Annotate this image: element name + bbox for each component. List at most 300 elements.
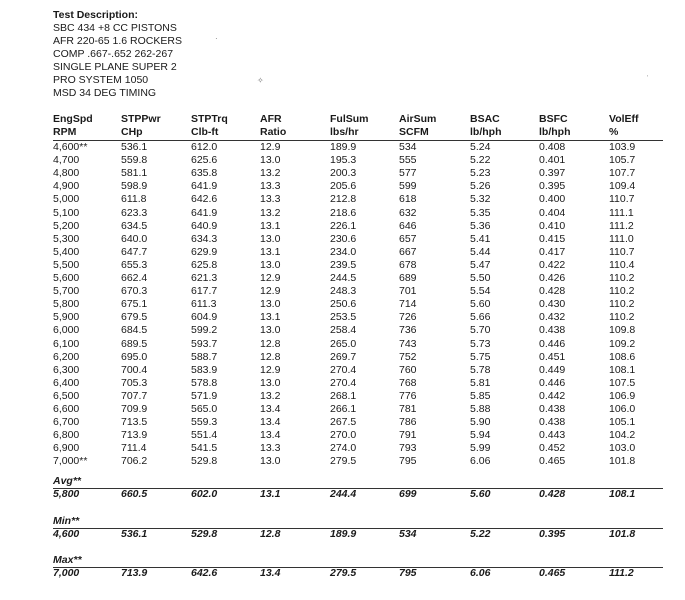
- header-unit: RPM: [53, 126, 77, 138]
- cell-afr: 13.4: [260, 403, 281, 415]
- cell-afr: 13.1: [260, 219, 281, 232]
- cell-rpm: 5,400: [53, 245, 80, 258]
- cell-bsac: 5.35: [470, 206, 491, 219]
- cell-stptrq: 612.0: [191, 141, 218, 153]
- cell-fulsum: 244.5: [330, 272, 357, 284]
- cell-bsac: 5.66: [470, 311, 491, 324]
- cell-voleff: 108.6: [609, 350, 636, 363]
- cell-bsac: 5.41: [470, 232, 491, 245]
- cell-voleff: 110.2: [609, 298, 635, 311]
- table-row: [0, 429, 685, 442]
- cell-fulsum: 189.9: [330, 141, 357, 153]
- table-row: [0, 272, 685, 285]
- header-unit: lb/hph: [539, 126, 571, 138]
- cell-stptrq: 642.6: [191, 193, 218, 206]
- description-line: PRO SYSTEM 1050: [53, 74, 149, 86]
- cell-voleff: 109.4: [609, 180, 636, 193]
- cell-airsum: 786: [399, 416, 417, 429]
- cell-stppwr: 689.5: [121, 337, 148, 350]
- cell-bsfc: 0.442: [539, 389, 566, 402]
- cell-fulsum: 269.7: [330, 350, 357, 363]
- cell-fulsum: 258.4: [330, 324, 357, 337]
- table-row: [0, 220, 685, 233]
- cell-rpm: 6,600: [53, 403, 80, 415]
- cell-voleff: 105.1: [609, 416, 636, 429]
- cell-bsfc: 0.395: [539, 180, 566, 193]
- table-row: [0, 298, 685, 311]
- header-voleff: [609, 113, 639, 139]
- table-row: [0, 180, 685, 193]
- cell-airsum: 699: [399, 488, 417, 500]
- cell-rpm: 6,500: [53, 389, 80, 402]
- cell-airsum: 667: [399, 245, 417, 258]
- cell-bsfc: 0.417: [539, 245, 566, 258]
- header-unit: SCFM: [399, 126, 429, 138]
- cell-bsac: 5.44: [470, 245, 491, 258]
- cell-airsum: 714: [399, 298, 417, 311]
- cell-stppwr: 598.9: [121, 180, 148, 193]
- cell-fulsum: 266.1: [330, 403, 357, 415]
- header-unit: lbs/hr: [330, 126, 359, 138]
- scan-speck: ˈ: [646, 74, 649, 83]
- cell-bsfc: 0.397: [539, 167, 566, 180]
- cell-voleff: 107.5: [609, 376, 636, 389]
- cell-bsac: 5.99: [470, 442, 491, 455]
- cell-voleff: 104.2: [609, 429, 636, 442]
- cell-bsac: 5.24: [470, 141, 491, 153]
- cell-stppwr: 709.9: [121, 403, 148, 415]
- header-unit: CHp: [121, 126, 143, 138]
- cell-voleff: 111.2: [609, 219, 634, 232]
- cell-rpm: 6,700: [53, 416, 80, 429]
- scan-speck: ·: [215, 34, 218, 43]
- cell-airsum: 701: [399, 285, 417, 298]
- cell-stptrq: 642.6: [191, 567, 218, 579]
- table-row: [0, 141, 685, 154]
- cell-afr: 13.1: [260, 245, 281, 258]
- cell-fulsum: 218.6: [330, 206, 357, 219]
- table-row: [0, 364, 685, 377]
- avg-label: Avg**: [53, 475, 82, 487]
- table-row: [0, 442, 685, 455]
- cell-stppwr: 679.5: [121, 311, 148, 324]
- cell-airsum: 599: [399, 180, 417, 193]
- cell-rpm: 4,900: [53, 180, 80, 193]
- cell-rpm: 6,100: [53, 337, 80, 350]
- cell-stppwr: 655.3: [121, 258, 148, 271]
- cell-airsum: 689: [399, 272, 417, 284]
- cell-airsum: 657: [399, 232, 417, 245]
- header-unit: Clb-ft: [191, 126, 219, 138]
- cell-bsfc: 0.428: [539, 488, 566, 500]
- cell-rpm: 6,800: [53, 429, 80, 442]
- cell-stppwr: 670.3: [121, 285, 148, 298]
- summary-row: [0, 567, 685, 580]
- cell-stppwr: 711.4: [121, 442, 147, 455]
- cell-stptrq: 611.3: [191, 298, 217, 311]
- table-row: [0, 351, 685, 364]
- cell-stptrq: 617.7: [191, 285, 218, 298]
- summary-row: [0, 528, 685, 541]
- cell-voleff: 110.7: [609, 193, 635, 206]
- cell-bsac: 5.47: [470, 258, 491, 271]
- header-top: AFR: [260, 113, 282, 125]
- table-row: [0, 207, 685, 220]
- cell-bsfc: 0.408: [539, 141, 566, 153]
- cell-afr: 12.9: [260, 285, 281, 298]
- cell-bsfc: 0.446: [539, 376, 566, 389]
- cell-voleff: 111.0: [609, 232, 634, 245]
- cell-bsac: 6.06: [470, 567, 491, 579]
- cell-stptrq: 621.3: [191, 272, 218, 284]
- cell-stppwr: 705.3: [121, 376, 148, 389]
- cell-stppwr: 675.1: [121, 298, 148, 311]
- cell-stptrq: 559.3: [191, 416, 218, 429]
- cell-fulsum: 205.6: [330, 180, 357, 193]
- cell-afr: 13.3: [260, 442, 281, 455]
- table-row: [0, 455, 685, 468]
- cell-stptrq: 593.7: [191, 337, 218, 350]
- cell-airsum: 632: [399, 206, 417, 219]
- cell-stppwr: 634.5: [121, 219, 148, 232]
- cell-bsfc: 0.465: [539, 455, 566, 468]
- cell-rpm: 6,200: [53, 350, 80, 363]
- cell-airsum: 577: [399, 167, 417, 180]
- cell-rpm: 6,000: [53, 324, 80, 337]
- cell-bsac: 5.22: [470, 154, 491, 167]
- cell-voleff: 107.7: [609, 167, 636, 180]
- cell-bsac: 5.90: [470, 416, 491, 429]
- description-line: COMP .667-.652 262-267: [53, 48, 174, 60]
- cell-voleff: 103.9: [609, 141, 636, 153]
- cell-fulsum: 274.0: [330, 442, 357, 455]
- cell-bsfc: 0.395: [539, 528, 566, 540]
- cell-fulsum: 270.4: [330, 363, 357, 376]
- header-unit: lb/hph: [470, 126, 502, 138]
- cell-fulsum: 270.4: [330, 376, 357, 389]
- cell-bsfc: 0.443: [539, 429, 566, 442]
- cell-bsac: 6.06: [470, 455, 491, 468]
- cell-bsfc: 0.465: [539, 567, 566, 579]
- cell-rpm: 4,600**: [53, 141, 88, 153]
- table-row: [0, 154, 685, 167]
- cell-airsum: 726: [399, 311, 417, 324]
- cell-bsfc: 0.426: [539, 272, 566, 284]
- header-top: AirSum: [399, 113, 437, 125]
- header-bsac: [470, 113, 502, 139]
- description-line: MSD 34 DEG TIMING: [53, 87, 157, 99]
- cell-fulsum: 265.0: [330, 337, 357, 350]
- cell-afr: 13.2: [260, 167, 281, 180]
- cell-airsum: 760: [399, 363, 417, 376]
- cell-rpm: 5,600: [53, 272, 80, 284]
- cell-stptrq: 625.8: [191, 258, 218, 271]
- cell-airsum: 795: [399, 455, 417, 468]
- cell-voleff: 110.2: [609, 311, 635, 324]
- cell-afr: 12.9: [260, 141, 281, 153]
- cell-bsfc: 0.446: [539, 337, 566, 350]
- cell-fulsum: 212.8: [330, 193, 357, 206]
- table-row: [0, 390, 685, 403]
- scan-speck: ✧: [257, 76, 264, 85]
- cell-rpm: 5,100: [53, 206, 80, 219]
- header-top: BSAC: [470, 113, 500, 125]
- description-line: SBC 434 +8 CC PISTONS: [53, 22, 177, 34]
- cell-afr: 13.0: [260, 324, 281, 337]
- cell-fulsum: 244.4: [330, 488, 357, 500]
- header-unit: Ratio: [260, 126, 287, 138]
- cell-stppwr: 611.8: [121, 193, 147, 206]
- cell-airsum: 555: [399, 154, 417, 167]
- cell-afr: 13.1: [260, 311, 281, 324]
- header-unit: %: [609, 126, 619, 138]
- table-row: [0, 311, 685, 324]
- cell-rpm: 5,500: [53, 258, 80, 271]
- cell-bsac: 5.32: [470, 193, 491, 206]
- cell-airsum: 678: [399, 258, 417, 271]
- cell-stptrq: 640.9: [191, 219, 218, 232]
- cell-stppwr: 706.2: [121, 455, 148, 468]
- cell-fulsum: 189.9: [330, 528, 357, 540]
- cell-bsac: 5.50: [470, 272, 491, 284]
- cell-fulsum: 268.1: [330, 389, 357, 402]
- cell-bsfc: 0.451: [539, 350, 566, 363]
- cell-afr: 13.2: [260, 389, 281, 402]
- table-row: [0, 167, 685, 180]
- description-title: Test Description:: [53, 9, 138, 21]
- summary-row: [0, 488, 685, 501]
- table-row: [0, 324, 685, 337]
- cell-rpm: 5,300: [53, 232, 80, 245]
- cell-rpm: 7,000: [53, 567, 80, 579]
- cell-rpm: 5,900: [53, 311, 80, 324]
- description-line: SINGLE PLANE SUPER 2: [53, 61, 177, 73]
- cell-airsum: 618: [399, 193, 417, 206]
- cell-bsfc: 0.438: [539, 403, 566, 415]
- cell-airsum: 795: [399, 567, 417, 579]
- cell-stppwr: 695.0: [121, 350, 148, 363]
- cell-voleff: 108.1: [609, 488, 636, 500]
- cell-stppwr: 647.7: [121, 245, 148, 258]
- cell-voleff: 111.2: [609, 567, 634, 579]
- cell-fulsum: 279.5: [330, 567, 357, 579]
- cell-fulsum: 230.6: [330, 232, 357, 245]
- cell-stppwr: 713.9: [121, 429, 148, 442]
- cell-bsac: 5.54: [470, 285, 491, 298]
- table-row: [0, 285, 685, 298]
- cell-stptrq: 578.8: [191, 376, 218, 389]
- cell-voleff: 111.1: [609, 206, 634, 219]
- cell-voleff: 108.1: [609, 363, 636, 376]
- test-description: [53, 9, 182, 100]
- cell-afr: 13.0: [260, 376, 281, 389]
- cell-afr: 13.3: [260, 180, 281, 193]
- cell-afr: 13.0: [260, 154, 281, 167]
- max-label: Max**: [53, 554, 82, 566]
- cell-fulsum: 239.5: [330, 258, 357, 271]
- header-top: VolEff: [609, 113, 639, 125]
- cell-stppwr: 700.4: [121, 363, 148, 376]
- cell-stptrq: 625.6: [191, 154, 218, 167]
- cell-afr: 13.4: [260, 416, 281, 429]
- cell-stppwr: 536.1: [121, 528, 148, 540]
- cell-afr: 13.0: [260, 455, 281, 468]
- cell-voleff: 101.8: [609, 455, 636, 468]
- cell-afr: 12.8: [260, 337, 281, 350]
- cell-bsac: 5.73: [470, 337, 491, 350]
- cell-fulsum: 253.5: [330, 311, 357, 324]
- cell-stppwr: 662.4: [121, 272, 148, 284]
- header-engspd: [53, 113, 93, 139]
- cell-bsac: 5.36: [470, 219, 491, 232]
- cell-stppwr: 623.3: [121, 206, 148, 219]
- cell-voleff: 109.2: [609, 337, 636, 350]
- cell-stppwr: 713.5: [121, 416, 148, 429]
- cell-airsum: 534: [399, 141, 417, 153]
- cell-rpm: 4,600: [53, 528, 80, 540]
- cell-bsfc: 0.430: [539, 298, 566, 311]
- cell-afr: 12.9: [260, 272, 281, 284]
- table-row: [0, 193, 685, 206]
- cell-stppwr: 684.5: [121, 324, 148, 337]
- table-row: [0, 416, 685, 429]
- cell-stptrq: 541.5: [191, 442, 218, 455]
- cell-bsfc: 0.404: [539, 206, 566, 219]
- cell-stptrq: 583.9: [191, 363, 218, 376]
- cell-stppwr: 640.0: [121, 232, 148, 245]
- cell-voleff: 106.9: [609, 389, 636, 402]
- cell-bsfc: 0.410: [539, 219, 566, 232]
- cell-afr: 12.8: [260, 350, 281, 363]
- table-row: [0, 377, 685, 390]
- cell-rpm: 5,000: [53, 193, 80, 206]
- cell-stptrq: 565.0: [191, 403, 218, 415]
- cell-stptrq: 602.0: [191, 488, 218, 500]
- cell-bsfc: 0.438: [539, 324, 566, 337]
- cell-stptrq: 641.9: [191, 180, 218, 193]
- cell-bsac: 5.78: [470, 363, 491, 376]
- header-afr: [260, 113, 286, 139]
- table-row: [0, 403, 685, 416]
- cell-airsum: 534: [399, 528, 417, 540]
- header-airsum: [399, 113, 436, 139]
- cell-afr: 13.0: [260, 258, 281, 271]
- table-row: [0, 259, 685, 272]
- cell-voleff: 109.8: [609, 324, 636, 337]
- min-label: Min**: [53, 515, 80, 527]
- cell-bsac: 5.75: [470, 350, 491, 363]
- cell-afr: 13.0: [260, 232, 281, 245]
- cell-afr: 12.9: [260, 363, 281, 376]
- cell-stptrq: 599.2: [191, 324, 218, 337]
- cell-bsac: 5.94: [470, 429, 491, 442]
- cell-bsac: 5.70: [470, 324, 491, 337]
- table-row: [0, 246, 685, 259]
- cell-bsfc: 0.438: [539, 416, 566, 429]
- cell-afr: 13.4: [260, 429, 281, 442]
- cell-rpm: 4,700: [53, 154, 80, 167]
- cell-fulsum: 270.0: [330, 429, 357, 442]
- description-line: AFR 220-65 1.6 ROCKERS: [53, 35, 182, 47]
- cell-stptrq: 588.7: [191, 350, 218, 363]
- header-stptrq: [191, 113, 228, 139]
- cell-bsfc: 0.400: [539, 193, 566, 206]
- cell-airsum: 793: [399, 442, 417, 455]
- cell-fulsum: 250.6: [330, 298, 357, 311]
- cell-rpm: 6,400: [53, 376, 80, 389]
- table-row: [0, 338, 685, 351]
- cell-bsfc: 0.422: [539, 258, 566, 271]
- cell-voleff: 110.7: [609, 245, 635, 258]
- cell-rpm: 5,200: [53, 219, 80, 232]
- cell-afr: 13.1: [260, 488, 281, 500]
- cell-rpm: 5,800: [53, 488, 80, 500]
- cell-bsac: 5.88: [470, 403, 491, 415]
- header-top: STPTrq: [191, 113, 228, 125]
- cell-rpm: 5,800: [53, 298, 80, 311]
- cell-stptrq: 629.9: [191, 245, 218, 258]
- cell-stptrq: 571.9: [191, 389, 218, 402]
- cell-stptrq: 635.8: [191, 167, 218, 180]
- cell-bsfc: 0.401: [539, 154, 566, 167]
- cell-stptrq: 551.4: [191, 429, 218, 442]
- cell-fulsum: 195.3: [330, 154, 357, 167]
- cell-airsum: 791: [399, 429, 417, 442]
- header-top: FulSum: [330, 113, 369, 125]
- cell-rpm: 4,800: [53, 167, 80, 180]
- header-top: BSFC: [539, 113, 568, 125]
- cell-fulsum: 279.5: [330, 455, 357, 468]
- cell-voleff: 110.2: [609, 272, 635, 284]
- cell-bsfc: 0.452: [539, 442, 566, 455]
- cell-afr: 13.4: [260, 567, 281, 579]
- cell-fulsum: 226.1: [330, 219, 357, 232]
- cell-bsfc: 0.415: [539, 232, 566, 245]
- cell-voleff: 110.2: [609, 285, 635, 298]
- cell-fulsum: 267.5: [330, 416, 357, 429]
- header-top: EngSpd: [53, 113, 93, 125]
- cell-airsum: 646: [399, 219, 417, 232]
- cell-bsac: 5.85: [470, 389, 491, 402]
- cell-airsum: 743: [399, 337, 417, 350]
- cell-bsac: 5.81: [470, 376, 491, 389]
- cell-bsfc: 0.428: [539, 285, 566, 298]
- cell-fulsum: 200.3: [330, 167, 357, 180]
- cell-stptrq: 529.8: [191, 455, 218, 468]
- cell-airsum: 776: [399, 389, 417, 402]
- header-stppwr: [121, 113, 161, 139]
- cell-rpm: 6,900: [53, 442, 80, 455]
- cell-rpm: 7,000**: [53, 455, 88, 468]
- cell-voleff: 110.4: [609, 258, 635, 271]
- header-fulsum: [330, 113, 369, 139]
- cell-voleff: 103.0: [609, 442, 636, 455]
- cell-afr: 13.3: [260, 193, 281, 206]
- cell-airsum: 768: [399, 376, 417, 389]
- cell-airsum: 736: [399, 324, 417, 337]
- cell-stppwr: 536.1: [121, 141, 148, 153]
- table-row: [0, 233, 685, 246]
- cell-stppwr: 559.8: [121, 154, 148, 167]
- cell-afr: 13.2: [260, 206, 281, 219]
- cell-bsfc: 0.432: [539, 311, 566, 324]
- header-top: STPPwr: [121, 113, 161, 125]
- cell-airsum: 752: [399, 350, 417, 363]
- cell-stptrq: 529.8: [191, 528, 218, 540]
- cell-stppwr: 707.7: [121, 389, 148, 402]
- cell-stptrq: 641.9: [191, 206, 218, 219]
- cell-afr: 13.0: [260, 298, 281, 311]
